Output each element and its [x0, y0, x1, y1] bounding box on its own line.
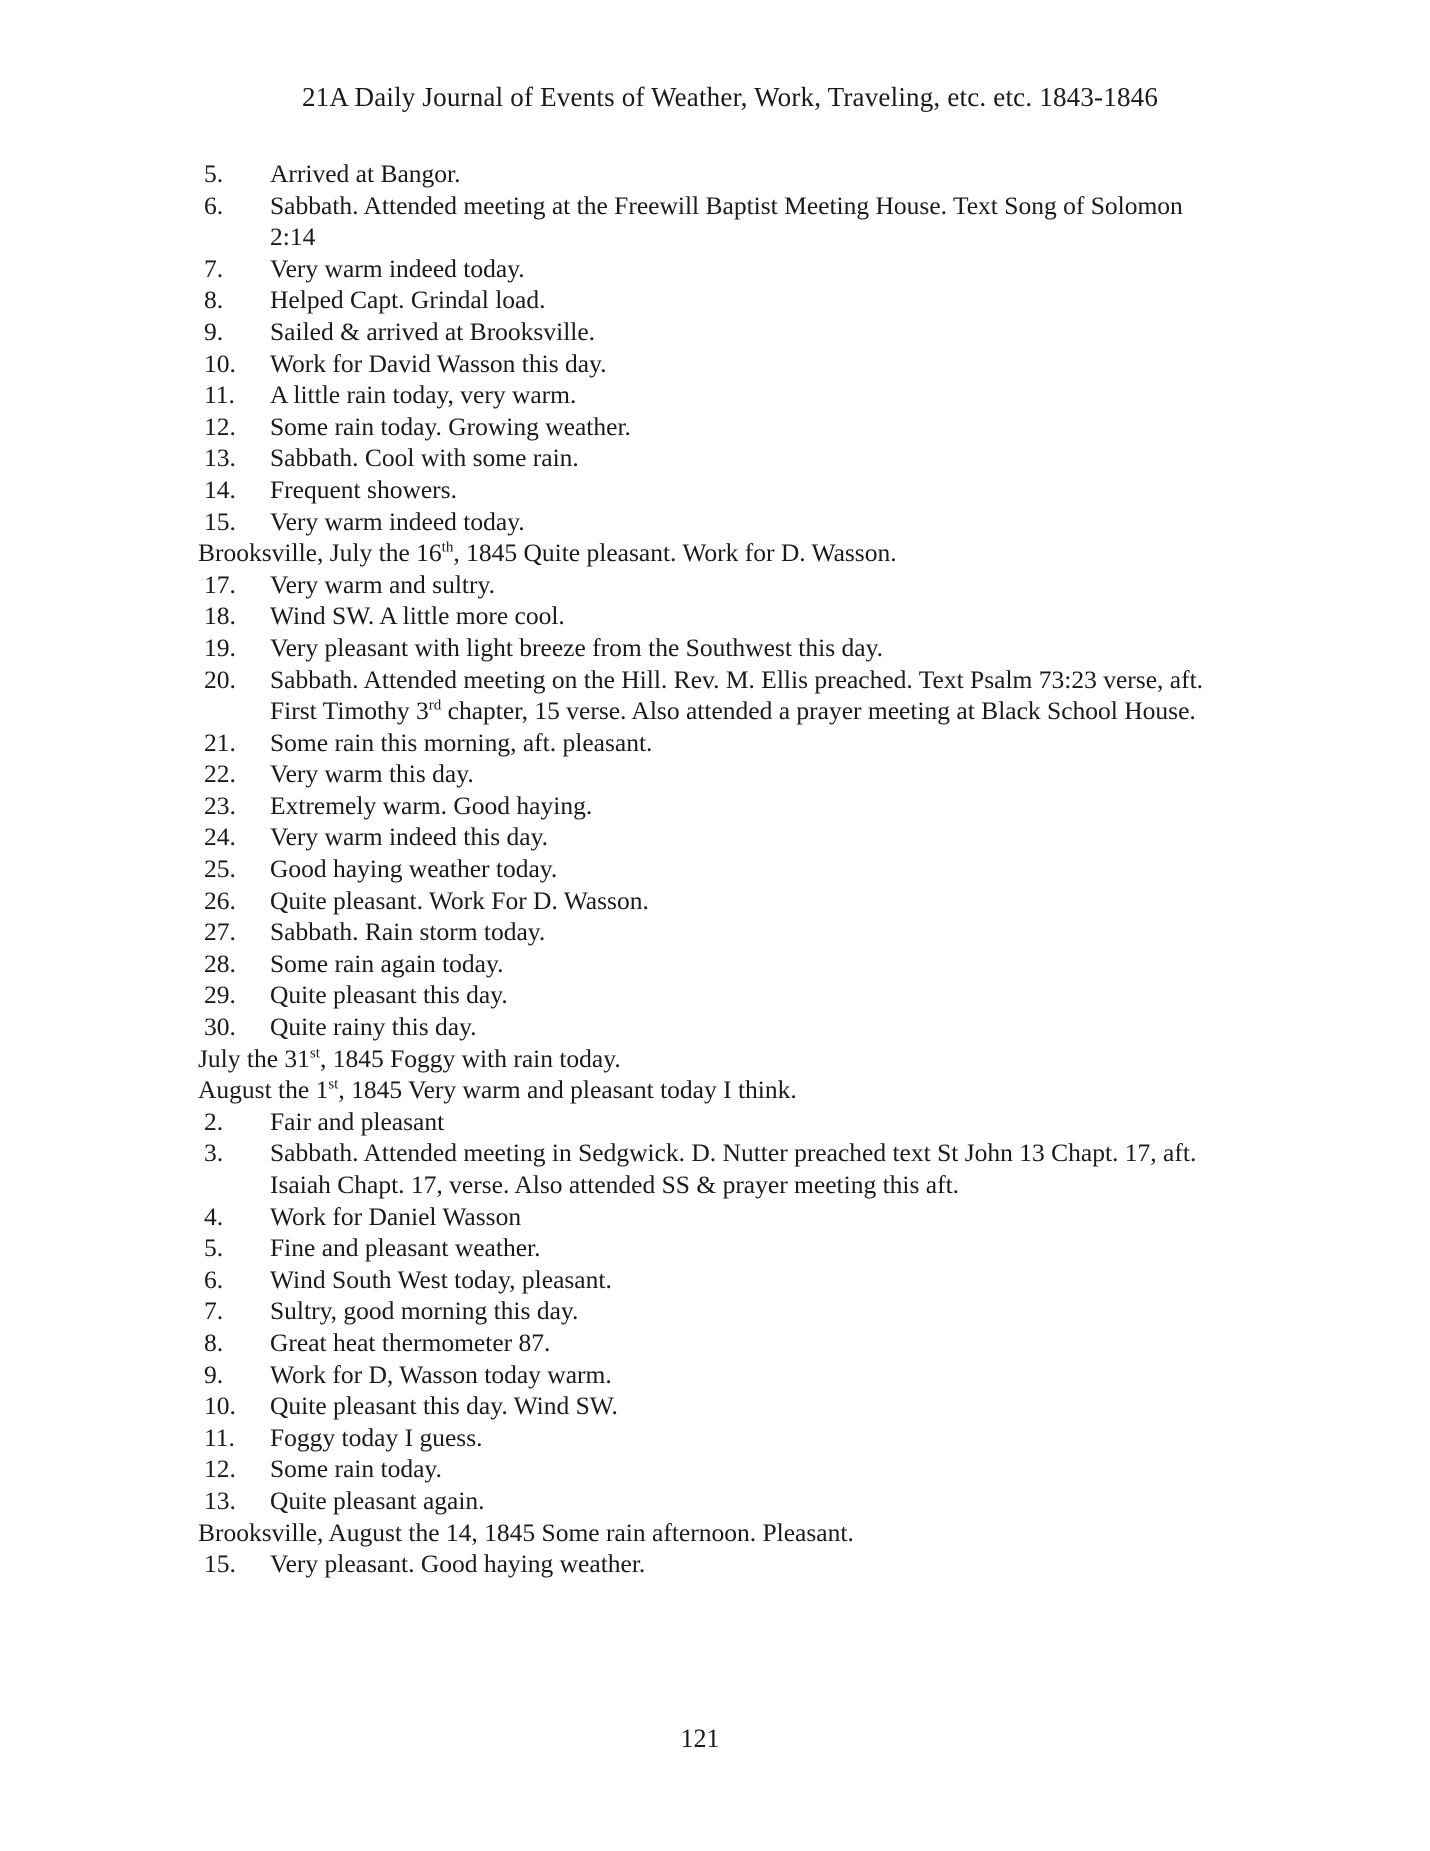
page-number	[0, 1724, 1430, 1754]
entry-text-part: Brooksville, July the 16	[198, 538, 442, 568]
entry-text	[270, 664, 1210, 727]
entry-text: Some rain today.	[270, 1454, 442, 1484]
entry-text: Arrived at Bangor.	[270, 159, 461, 188]
journal-entry	[204, 1137, 1224, 1200]
entry-text: Frequent showers.	[270, 474, 457, 504]
entry-text: Very warm this day.	[270, 759, 474, 789]
entry-text: Great heat thermometer 87.	[270, 1327, 551, 1357]
entry-number: 7.	[204, 253, 224, 283]
journal-entry	[204, 158, 1224, 190]
entry-text: Wind SW. A little more cool.	[270, 601, 565, 631]
entry-number: 11.	[204, 1422, 235, 1452]
ordinal-suffix: th	[441, 539, 454, 556]
entry-number: 10.	[204, 1391, 236, 1421]
journal-entry	[204, 506, 1224, 538]
journal-entry	[204, 758, 1224, 790]
entry-number: 26.	[204, 885, 236, 915]
entry-number: 13.	[204, 1485, 236, 1515]
entry-number: 5.	[204, 159, 224, 188]
journal-entry	[204, 474, 1224, 506]
entry-text: A little rain today, very warm.	[270, 380, 577, 410]
entry-text-part: Brooksville, August the 14, 1845 Some rain afternoon. Pleasant.	[198, 1517, 854, 1547]
entry-number: 22.	[204, 759, 236, 789]
journal-entries	[198, 158, 1224, 1580]
entry-text: Quite pleasant. Work For D. Wasson.	[270, 885, 649, 915]
entry-text: Sabbath. Attended meeting in Sedgwick. D. Nutter preached text St John 13 Chapt. 17, aft. Isaiah Chapt. 17, verse. Also attended SS & prayer meeting this aft.	[270, 1138, 1197, 1199]
entry-text: Extremely warm. Good haying.	[270, 790, 593, 820]
entry-number: 14.	[204, 474, 236, 504]
entry-text: Very warm indeed today.	[270, 253, 525, 283]
entry-text: Some rain today. Growing weather.	[270, 411, 631, 441]
journal-entry	[204, 821, 1224, 853]
entry-text: Very warm indeed today.	[270, 506, 525, 536]
entry-number: 4.	[204, 1201, 224, 1231]
entry-number: 12.	[204, 1454, 236, 1484]
ordinal-suffix: st	[328, 1076, 339, 1093]
journal-entry	[204, 1295, 1224, 1327]
entry-number: 9.	[204, 316, 224, 346]
journal-entry	[204, 1106, 1224, 1138]
entry-text: Very warm and sultry.	[270, 569, 495, 599]
entry-number: 2.	[204, 1106, 224, 1136]
entry-number: 12.	[204, 411, 236, 441]
entry-text	[198, 1043, 1208, 1075]
journal-entry	[204, 600, 1224, 632]
entry-text-part: , 1845 Foggy with rain today.	[319, 1043, 621, 1073]
entry-number: 19.	[204, 632, 236, 662]
journal-entry	[204, 253, 1224, 285]
journal-entry	[198, 1043, 1224, 1075]
journal-entry	[204, 1201, 1224, 1233]
entry-text: Fair and pleasant	[270, 1106, 445, 1136]
journal-entry	[198, 1517, 1224, 1549]
entry-text: Sabbath. Rain storm today.	[270, 917, 546, 947]
entry-number: 15.	[204, 1549, 236, 1579]
journal-entry	[204, 316, 1224, 348]
entry-text: Quite pleasant this day. Wind SW.	[270, 1391, 618, 1421]
journal-entry	[204, 790, 1224, 822]
entry-number: 8.	[204, 285, 224, 315]
entry-number: 18.	[204, 601, 236, 631]
journal-entry	[204, 569, 1224, 601]
entry-text	[198, 1517, 1208, 1549]
entry-text: Good haying weather today.	[270, 854, 558, 884]
journal-entry	[204, 916, 1224, 948]
entry-number: 27.	[204, 917, 236, 947]
entry-number: 3.	[204, 1138, 224, 1168]
journal-title: 21A Daily Journal of Events of Weather, Work, Traveling, etc. etc. 1843-1846	[301, 82, 1159, 112]
journal-entry	[204, 1453, 1224, 1485]
page-header	[0, 82, 1430, 113]
journal-entry	[204, 1548, 1224, 1580]
entry-number: 23.	[204, 790, 236, 820]
journal-entry	[204, 1264, 1224, 1296]
entry-number: 8.	[204, 1327, 224, 1357]
journal-entry	[204, 348, 1224, 380]
journal-entry	[204, 979, 1224, 1011]
entry-number: 15.	[204, 506, 236, 536]
journal-entry	[204, 1327, 1224, 1359]
entry-text: Wind South West today, pleasant.	[270, 1264, 612, 1294]
entry-text-part: Sabbath. Attended meeting on the Hill. Rev. M. Ellis preached. Text Psalm 73:23 verse, aft. First Timothy 3	[270, 664, 1204, 726]
journal-entry	[204, 1485, 1224, 1517]
entry-text-part: , 1845 Quite pleasant. Work for D. Wasson.	[453, 538, 897, 568]
entry-number: 13.	[204, 443, 236, 473]
entry-text: Quite pleasant again.	[270, 1485, 485, 1515]
entry-text: Very pleasant. Good haying weather.	[270, 1549, 646, 1579]
entry-text: Sultry, good morning this day.	[270, 1296, 579, 1326]
entry-number: 21.	[204, 727, 236, 757]
entry-number: 7.	[204, 1296, 224, 1326]
journal-entry	[204, 1390, 1224, 1422]
journal-entry	[204, 411, 1224, 443]
journal-entry	[204, 379, 1224, 411]
journal-entry	[204, 948, 1224, 980]
journal-entry	[204, 1232, 1224, 1264]
journal-entry	[204, 664, 1224, 727]
entry-number: 5.	[204, 1233, 224, 1263]
journal-entry	[198, 537, 1224, 569]
entry-text: Foggy today I guess.	[270, 1422, 483, 1452]
entry-text: Sabbath. Attended meeting at the Freewill Baptist Meeting House. Text Song of Solomon 2:14	[270, 190, 1183, 252]
entry-number: 25.	[204, 854, 236, 884]
journal-entry	[204, 284, 1224, 316]
entry-text: Some rain again today.	[270, 948, 504, 978]
entry-text: Work for David Wasson this day.	[270, 348, 607, 378]
entry-text	[198, 537, 1208, 569]
ordinal-suffix: st	[309, 1045, 320, 1062]
entry-text: Work for Daniel Wasson	[270, 1201, 522, 1231]
entry-text: Quite rainy this day.	[270, 1012, 477, 1042]
journal-entry	[204, 1011, 1224, 1043]
entry-text-part: , 1845 Very warm and pleasant today I think.	[338, 1075, 797, 1105]
entry-number: 20.	[204, 664, 236, 694]
entry-text-part: July the 31	[198, 1043, 310, 1073]
entry-text: Quite pleasant this day.	[270, 980, 508, 1010]
entry-number: 9.	[204, 1359, 224, 1389]
entry-number: 17.	[204, 569, 236, 599]
journal-entry	[204, 632, 1224, 664]
entry-text-part: August the 1	[198, 1075, 329, 1105]
journal-entry	[204, 1359, 1224, 1391]
entry-number: 10.	[204, 348, 236, 378]
entry-number: 28.	[204, 948, 236, 978]
entry-number: 30.	[204, 1012, 236, 1042]
journal-entry	[204, 190, 1224, 253]
entry-text: Helped Capt. Grindal load.	[270, 285, 546, 315]
entry-number: 29.	[204, 980, 236, 1010]
entry-text-part: chapter, 15 verse. Also attended a prayer meeting at Black School House.	[441, 696, 1196, 726]
journal-entry	[204, 1422, 1224, 1454]
journal-entry	[198, 1074, 1224, 1106]
entry-number: 24.	[204, 822, 236, 852]
journal-entry	[204, 885, 1224, 917]
entry-text: Very pleasant with light breeze from the Southwest this day.	[270, 632, 884, 662]
entry-text: Work for D, Wasson today warm.	[270, 1359, 612, 1389]
entry-text	[198, 1074, 1208, 1106]
entry-text: Very warm indeed this day.	[270, 822, 549, 852]
ordinal-suffix: rd	[428, 697, 442, 714]
entry-number: 11.	[204, 380, 235, 410]
journal-entry	[204, 442, 1224, 474]
journal-entry	[204, 853, 1224, 885]
entry-text: Sabbath. Cool with some rain.	[270, 443, 579, 473]
journal-entry	[204, 727, 1224, 759]
entry-number: 6.	[204, 1264, 224, 1294]
entry-text: Sailed & arrived at Brooksville.	[270, 316, 596, 346]
entry-text: Some rain this morning, aft. pleasant.	[270, 727, 653, 757]
entry-text: Fine and pleasant weather.	[270, 1233, 541, 1263]
page-number-text: 121	[680, 1724, 720, 1753]
entry-number: 6.	[204, 190, 224, 220]
